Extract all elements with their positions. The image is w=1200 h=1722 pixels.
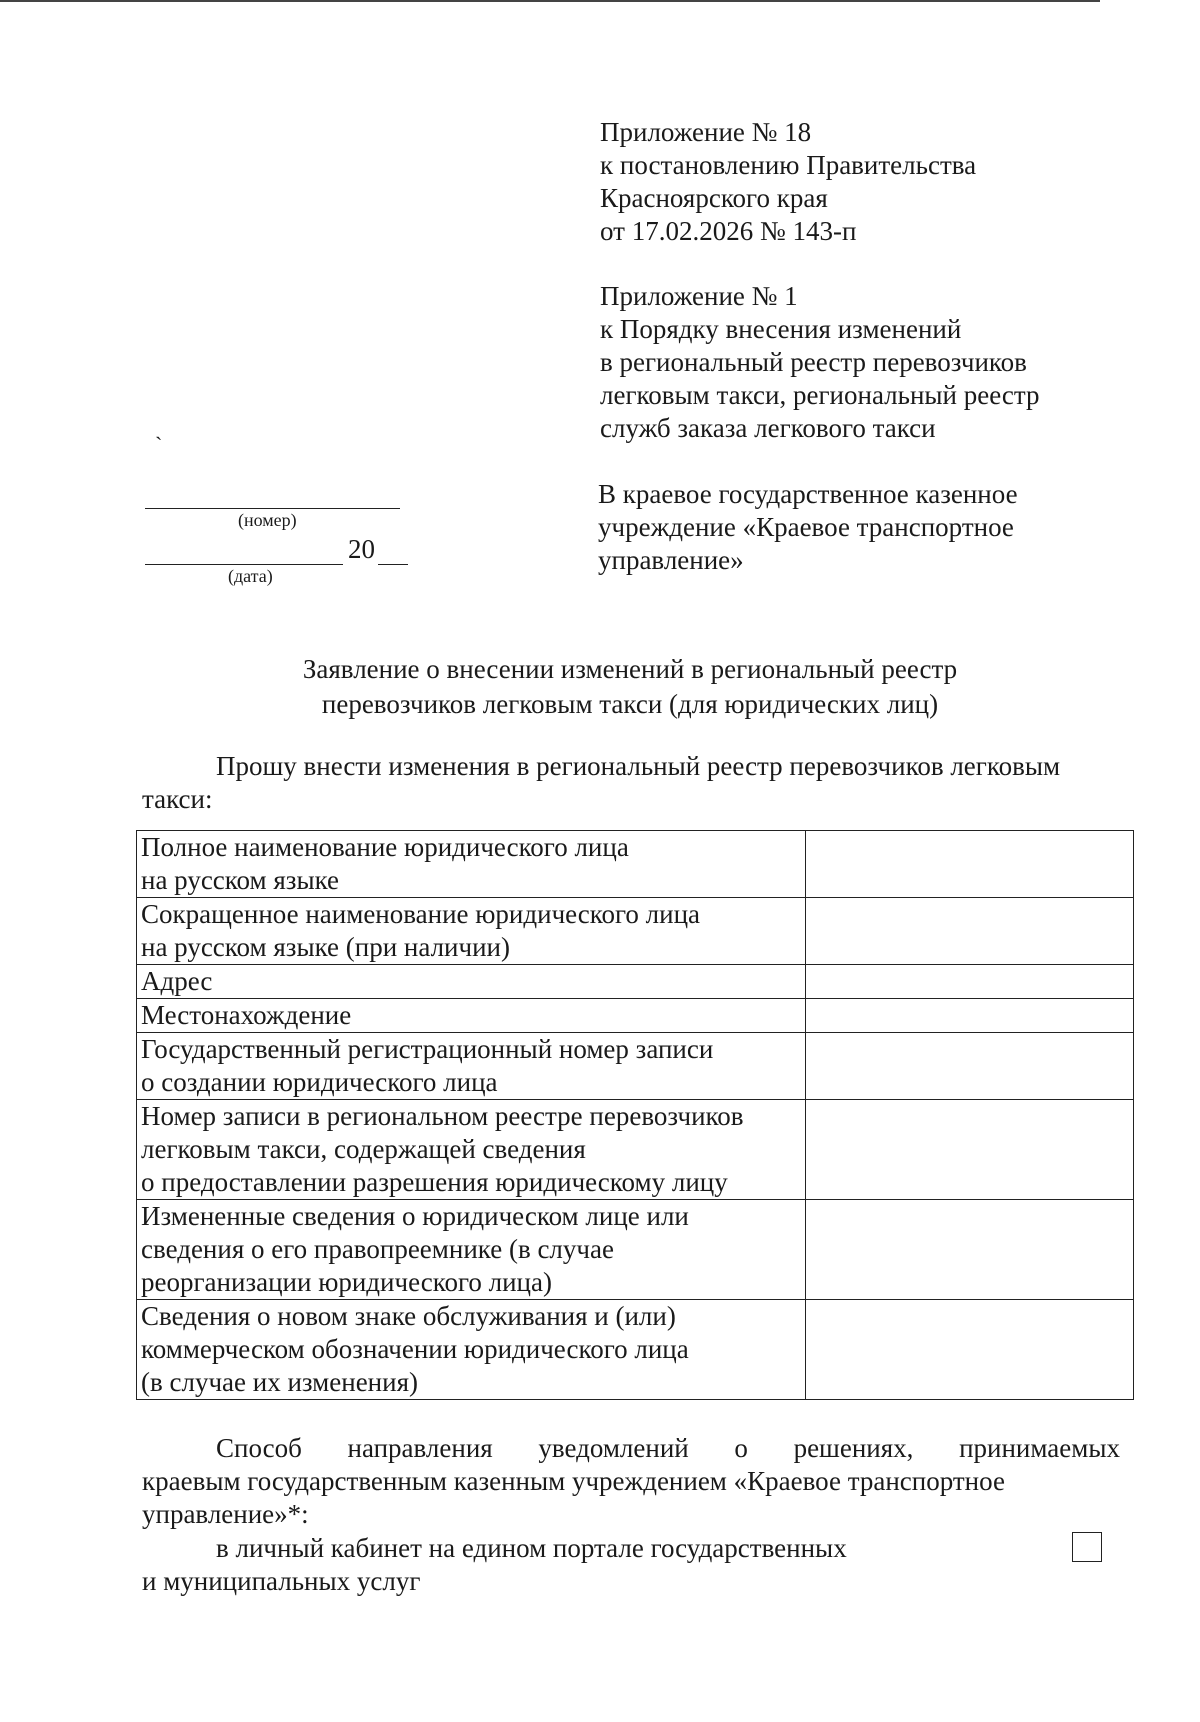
annex-1-line: Приложение № 1 [600,281,798,311]
row-label-cell [137,965,806,999]
annex-18-line: от 17.02.2026 № 143-п [600,216,857,246]
method-line-3: управление»*: [142,1499,309,1529]
method-line-1 [142,1432,1120,1465]
option-personal-cabinet [142,1532,847,1598]
method-word: принимаемых [959,1433,1120,1463]
table-row [137,1033,1134,1100]
changes-table [136,830,1134,1400]
table-row [137,1300,1134,1400]
row-label-line: реорганизации юридического лица) [141,1267,552,1297]
row-label-line: Государственный регистрационный номер записи [141,1034,714,1064]
row-label-cell [137,1200,806,1300]
annex-1-line: к Порядку внесения изменений [600,314,962,344]
stray-mark: ˋ [155,432,163,457]
row-value-cell[interactable] [806,1300,1134,1400]
table-row [137,1100,1134,1200]
row-label-line: (в случае их изменения) [141,1367,418,1397]
notification-method-paragraph [142,1432,1120,1531]
table-row [137,831,1134,898]
row-label-cell [137,999,806,1033]
option-line: в личный кабинет на едином портале государственных [216,1533,847,1563]
annex-18-line: к постановлению Правительства [600,150,977,180]
row-value-cell[interactable] [806,1100,1134,1200]
recipient-line: В краевое государственное казенное [598,479,1018,509]
row-value-cell[interactable] [806,898,1134,965]
row-label-line: Номер записи в региональном реестре перевозчиков [141,1101,744,1131]
row-label-line: на русском языке (при наличии) [141,932,510,962]
method-line-2: краевым государственным казенным учреждением «Краевое транспортное [142,1466,1005,1496]
top-border-line [0,0,1100,2]
row-label-line: Измененные сведения о юридическом лице или [141,1201,689,1231]
row-label-line: о создании юридического лица [141,1067,498,1097]
row-value-cell[interactable] [806,999,1134,1033]
annex-18-line: Красноярского края [600,183,828,213]
personal-cabinet-checkbox[interactable] [1072,1532,1102,1562]
method-word: Способ [216,1433,302,1463]
number-blank-line[interactable] [145,508,400,509]
method-word: направления [347,1433,493,1463]
annex-1-line: служб заказа легкового такси [600,413,936,443]
date-label: (дата) [228,566,273,586]
method-word: уведомлений [538,1433,689,1463]
row-label-cell [137,1100,806,1200]
row-label-cell [137,1033,806,1100]
method-word: о [734,1433,748,1463]
option-line: и муниципальных услуг [142,1566,421,1596]
document-title [140,652,1120,722]
row-label-line: коммерческом обозначении юридического лица [141,1334,689,1364]
row-label-line: о предоставлении разрешения юридическому лицу [141,1167,728,1197]
row-label-cell [137,831,806,898]
intro-paragraph [142,750,1120,816]
annex-18-line: Приложение № 18 [600,117,812,147]
row-value-cell[interactable] [806,1200,1134,1300]
row-label-line: легковым такси, содержащей сведения [141,1134,586,1164]
row-label-line: Адрес [141,966,213,996]
row-label-line: Сокращенное наименование юридического лица [141,899,701,929]
recipient-line: управление» [598,545,744,575]
row-label-line: Полное наименование юридического лица [141,832,629,862]
table-row [137,999,1134,1033]
annex-1-line: в региональный реестр перевозчиков [600,347,1027,377]
row-label-line: сведения о его правопреемнике (в случае [141,1234,614,1264]
recipient-block [598,478,1018,577]
date-blank-line[interactable] [145,564,343,565]
annex-18-block [600,116,976,248]
row-label-line: на русском языке [141,865,340,895]
annex-1-block [600,280,1040,445]
annex-1-line: легковым такси, региональный реестр [600,380,1040,410]
title-line: перевозчиков легковым такси (для юридических лиц) [321,689,939,719]
method-word: решениях, [793,1433,914,1463]
row-label-cell [137,898,806,965]
date-year-blank-line[interactable] [378,564,408,565]
row-label-line: Сведения о новом знаке обслуживания и (или) [141,1301,676,1331]
intro-text: Прошу внести изменения в региональный реестр перевозчиков легковым такси: [142,751,1061,814]
row-value-cell[interactable] [806,1033,1134,1100]
row-value-cell[interactable] [806,965,1134,999]
title-line: Заявление о внесении изменений в региональный реестр [302,654,958,684]
table-row [137,965,1134,999]
number-label: (номер) [238,510,297,530]
recipient-line: учреждение «Краевое транспортное [598,512,1014,542]
row-label-line: Местонахождение [141,1000,352,1030]
date-year-prefix: 20 [348,534,375,564]
table-row [137,898,1134,965]
row-label-cell [137,1300,806,1400]
table-row [137,1200,1134,1300]
row-value-cell[interactable] [806,831,1134,898]
